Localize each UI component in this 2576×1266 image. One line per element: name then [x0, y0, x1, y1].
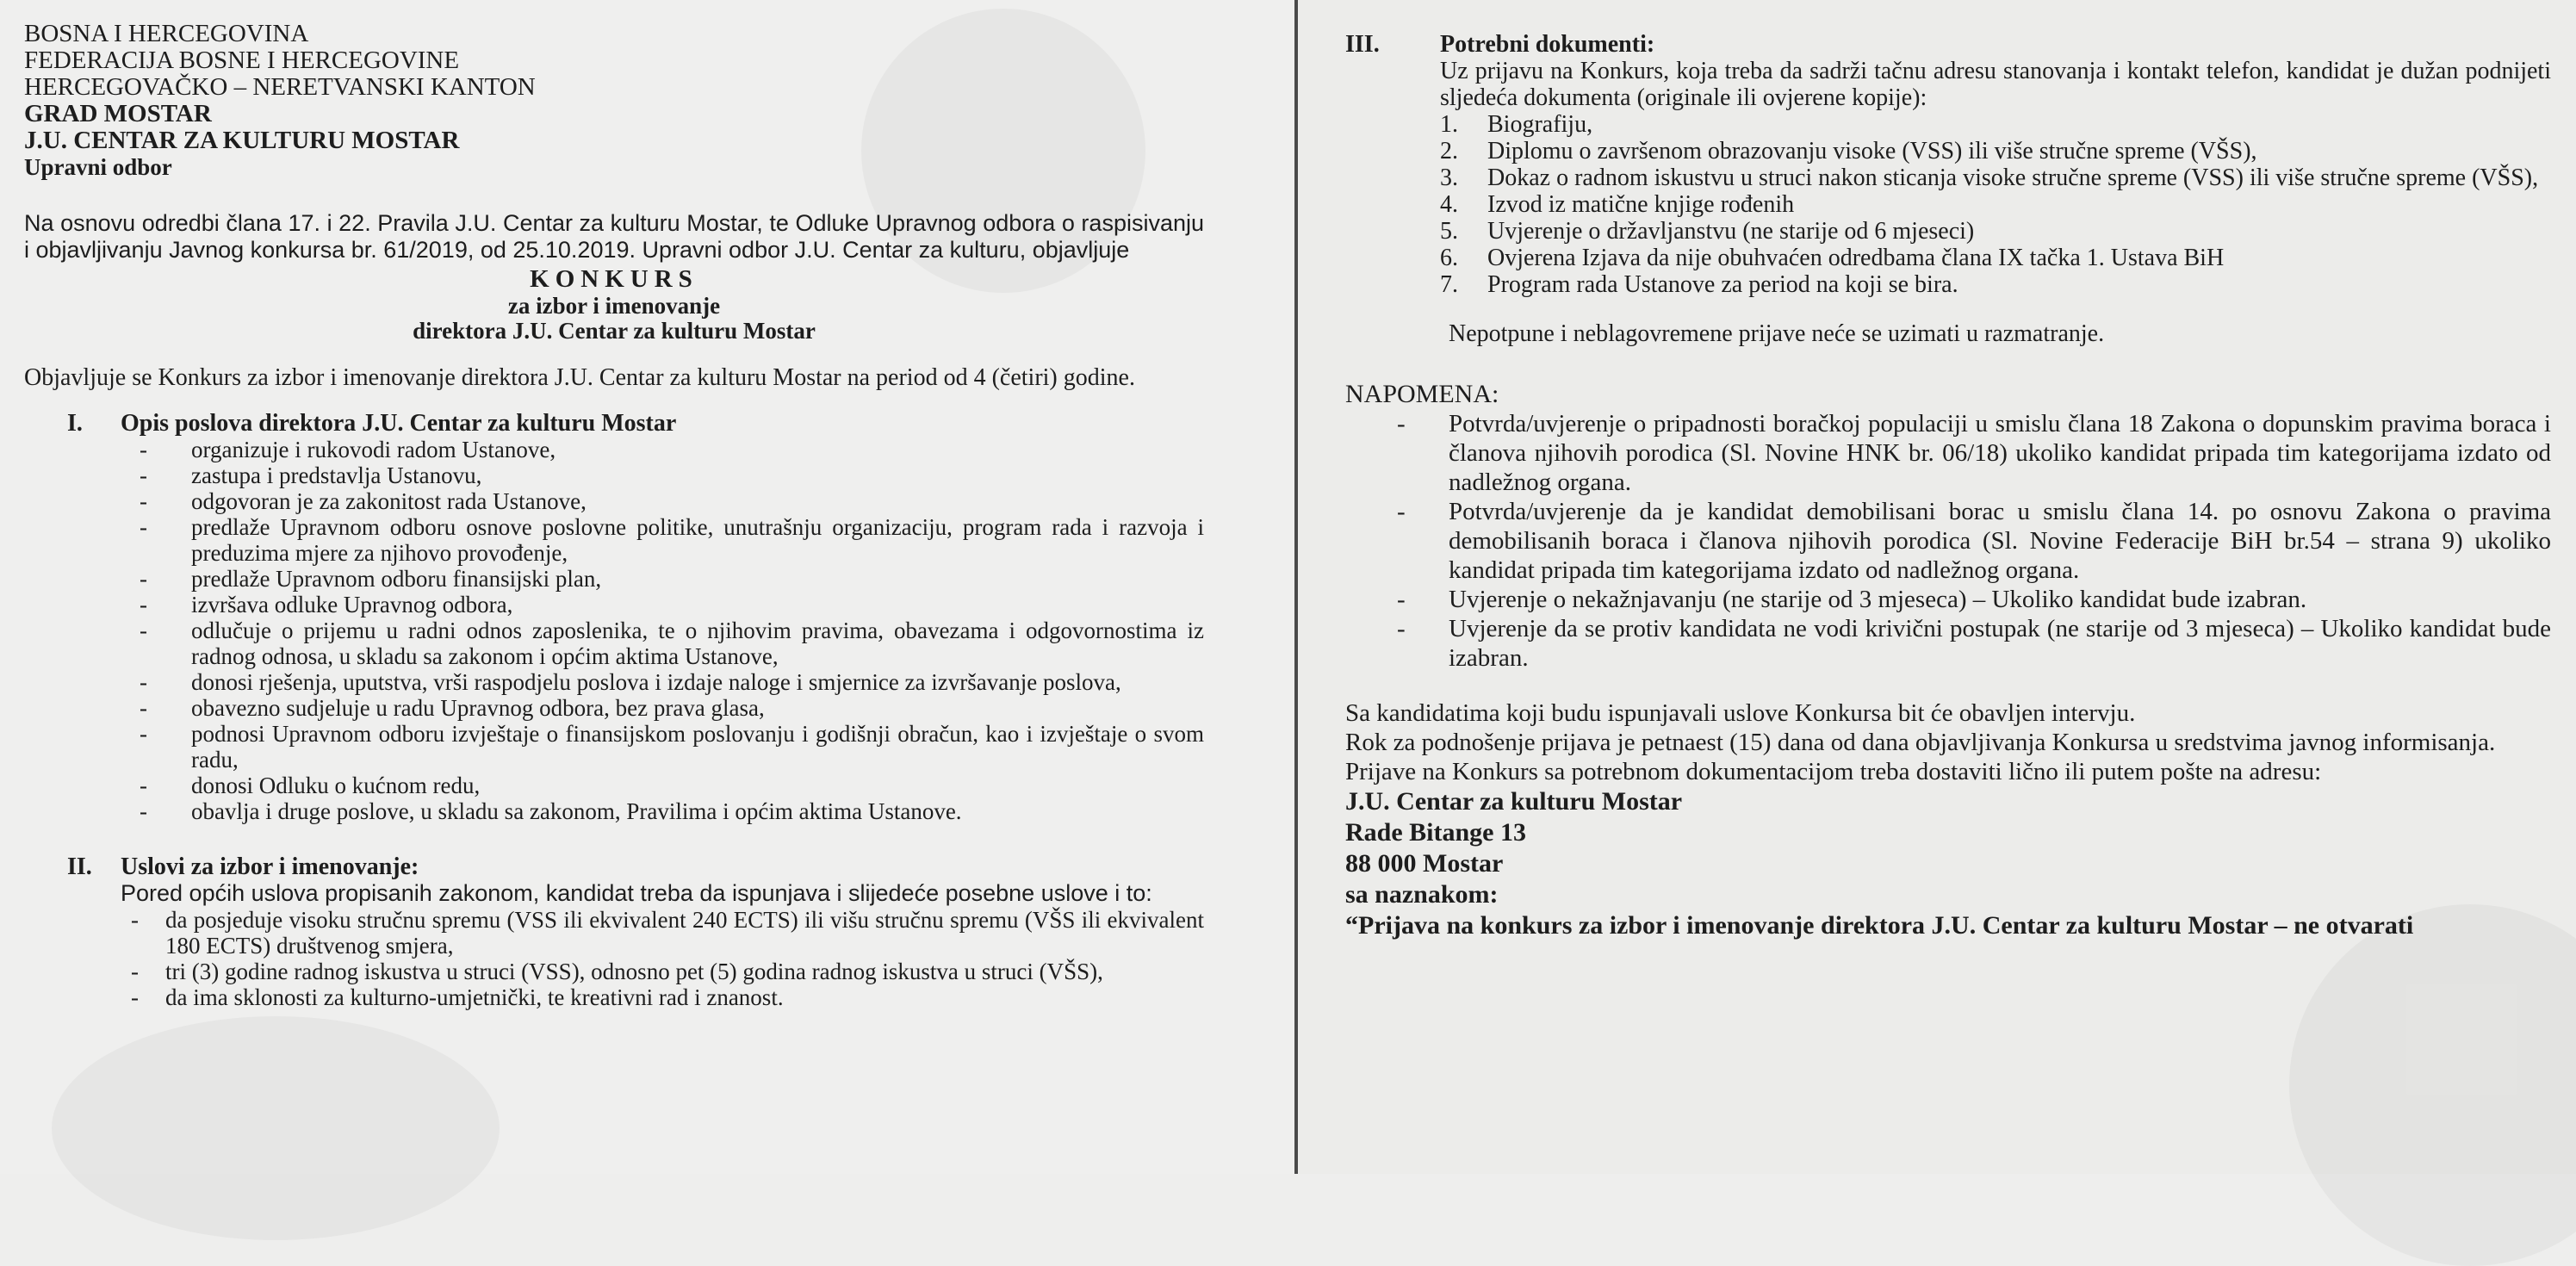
section-numeral: I.: [67, 410, 83, 437]
address-city: 88 000 Mostar: [1345, 849, 1504, 878]
conditions-list: [121, 907, 1204, 1010]
note-heading: NAPOMENA:: [1345, 380, 1499, 408]
list-item-number: 2.: [1440, 138, 1458, 164]
list-item: - Potvrda/uvjerenje da je kandidat demobilisani borac u smislu člana 14. po osnovu Zakona o pravima demobilisanih boraca i članova njihovih porodica (Sl. Novine Federacije BiH br.54 – strana 9) ukoliko kandidat pripada tim kategorijama izdato od nadležnog organa.: [1345, 497, 2551, 585]
list-item: - organizuje i rukovodi radom Ustanove,: [121, 437, 1204, 462]
closing-deadline: Rok za podnošenje prijava je petnaest (15) dana od dana objavljivanja Konkursa u sredstvima javnog informisanja.: [1345, 729, 2496, 756]
list-item-text: Ovjerena Izjava da nije obuhvaćen odredbama člana IX tačka 1. Ustava BiH: [1487, 245, 2225, 271]
letterhead-federation: FEDERACIJA BOSNE I HERCEGOVINE: [24, 47, 460, 74]
list-item: - odlučuje o prijemu u radni odnos zaposlenika, te o njihovim pravima, obavezama i odgovornostima iz radnog odnosa, u skladu sa zakonom i općim aktima Ustanove,: [121, 617, 1204, 669]
section-title: Uslovi za izbor i imenovanje:: [121, 853, 419, 880]
list-item: - donosi rješenja, uputstva, vrši raspodjelu poslova i izdaje naloge i smjernice za izvršavanje poslova,: [121, 669, 1204, 695]
list-item: [1440, 245, 2551, 271]
closing-interview: Sa kandidatima koji budu ispunjavali uslove Konkursa bit će obavljen intervju.: [1345, 699, 2136, 727]
section-numeral: II.: [67, 853, 92, 880]
announcement-paragraph: Objavljuje se Konkurs za izbor i imenovanje direktora J.U. Centar za kulturu Mostar na period od 4 (četiri) godine.: [24, 364, 1135, 391]
list-item: - da posjeduje visoku stručnu spremu (VSS ili ekvivalent 240 ECTS) ili višu stručnu spremu (VŠS ili ekvivalent 180 ECTS) društvenog smjera,: [121, 907, 1204, 959]
list-item-number: 7.: [1440, 271, 1458, 298]
address-institution: J.U. Centar za kulturu Mostar: [1345, 787, 1683, 816]
list-item-number: 3.: [1440, 164, 1458, 191]
right-page: [1299, 0, 2576, 1174]
section-title: Potrebni dokumenti:: [1440, 31, 1655, 58]
documents-list: [1440, 111, 2551, 298]
list-item: [1440, 218, 2551, 245]
list-item: - podnosi Upravnom odboru izvještaje o finansijskom poslovanju i godišnji obračun, kao i izvještaje o svom radu,: [121, 721, 1204, 773]
left-page: [0, 0, 1296, 1174]
list-item-text: Dokaz o radnom iskustvu u struci nakon sticanja visoke stručne spreme (VSS) ili više stručne spreme (VŠS),: [1487, 164, 2539, 191]
list-item: - tri (3) godine radnog iskustva u struci (VSS), odnosno pet (5) godina radnog iskustva u struci (VŠS),: [121, 959, 1204, 984]
address-marking-text: “Prijava na konkurs za izbor i imenovanje direktora J.U. Centar za kulturu Mostar – ne otvarati: [1345, 911, 2414, 940]
letterhead-city: GRAD MOSTAR: [24, 100, 212, 127]
notice-title-block: [24, 265, 1204, 344]
list-item: - da ima sklonosti za kulturno-umjetnički, te kreativni rad i znanost.: [121, 984, 1204, 1010]
watermark-shape: [52, 1016, 500, 1240]
address-marking-label: sa naznakom:: [1345, 880, 1499, 909]
section-duties: [24, 410, 1204, 824]
list-item: [1440, 191, 2551, 218]
list-item: - Potvrda/uvjerenje o pripadnosti boračkoj populaciji u smislu člana 18 Zakona o dopunskim pravima boraca i članova njihovih porodica (Sl. Novine HNK br. 06/18) ukoliko kandidat pripada tim kategorijama izdato od nadležnog organa.: [1345, 409, 2551, 497]
list-item: - odgovoran je za zakonitost rada Ustanove,: [121, 488, 1204, 514]
list-item: - donosi Odluku o kućnom redu,: [121, 773, 1204, 798]
section-title: Opis poslova direktora J.U. Centar za kulturu Mostar: [121, 410, 677, 437]
notice-subtitle-2: direktora J.U. Centar za kulturu Mostar: [413, 318, 816, 344]
list-item-text: Izvod iz matične knjige rođenih: [1487, 191, 1795, 218]
list-item: - zastupa i predstavlja Ustanovu,: [121, 462, 1204, 488]
notice-subtitle-1: za izbor i imenovanje: [507, 293, 721, 319]
list-item-text: Uvjerenje o državljanstvu (ne starije od 6 mjeseci): [1487, 218, 1975, 245]
notes-list: [1345, 409, 2551, 673]
list-item: - izvršava odluke Upravnog odbora,: [121, 592, 1204, 617]
section-numeral: III.: [1345, 31, 1380, 58]
list-item: [1440, 111, 2551, 138]
incomplete-warning: Nepotpune i neblagovremene prijave neće se uzimati u razmatranje.: [1449, 320, 2105, 347]
page-gutter: [1294, 0, 1298, 1174]
closing-block: [1345, 698, 2551, 941]
list-item: [1440, 138, 2551, 164]
list-item-text: Program rada Ustanove za period na koji se bira.: [1487, 271, 1958, 298]
list-item: - predlaže Upravnom odboru osnove poslovne politike, unutrašnju organizaciju, program rada i razvoja i preduzima mjere za njihovo provođenje,: [121, 514, 1204, 566]
list-item: - Uvjerenje da se protiv kandidata ne vodi krivični postupak (ne starije od 3 mjeseca) – Ukoliko kandidat bude izabran.: [1345, 614, 2551, 673]
left-column: [24, 21, 1204, 1010]
list-item-number: 4.: [1440, 191, 1458, 218]
right-column: [1345, 31, 2551, 941]
section-intro: Pored općih uslova propisanih zakonom, kandidat treba da ispunjava i slijedeće posebne uslove i to:: [121, 880, 1152, 906]
list-item-text: Biografiju,: [1487, 111, 1593, 138]
letterhead-institution: J.U. CENTAR ZA KULTURU MOSTAR: [24, 127, 460, 154]
list-item-text: Diplomu o završenom obrazovanju visoke (VSS) ili više stručne spreme (VŠS),: [1487, 138, 2257, 164]
address-street: Rade Bitange 13: [1345, 818, 1526, 847]
letterhead-canton: HERCEGOVAČKO – NERETVANSKI KANTON: [24, 73, 536, 101]
section-conditions: [24, 853, 1204, 1010]
duties-list: [121, 437, 1204, 824]
list-item: - Uvjerenje o nekažnjavanju (ne starije od 3 mjeseca) – Ukoliko kandidat bude izabran.: [1345, 585, 2551, 614]
list-item: - predlaže Upravnom odboru finansijski plan,: [121, 566, 1204, 592]
list-item-number: 5.: [1440, 218, 1458, 245]
list-item: [1440, 271, 2551, 298]
letterhead: [24, 21, 1204, 181]
list-item-number: 1.: [1440, 111, 1458, 138]
watermark-shape: [2289, 904, 2576, 1266]
notice-title: KONKURS: [530, 265, 698, 293]
list-item-number: 6.: [1440, 245, 1458, 271]
letterhead-board: Upravni odbor: [24, 154, 172, 180]
closing-submission: Prijave na Konkurs sa potrebnom dokumentacijom treba dostaviti lično ili putem pošte na adresu:: [1345, 758, 2322, 785]
list-item: - obavlja i druge poslove, u skladu sa zakonom, Pravilima i općim aktima Ustanove.: [121, 798, 1204, 824]
list-item: [1440, 164, 2551, 191]
section-documents: [1345, 31, 2551, 298]
letterhead-country: BOSNA I HERCEGOVINA: [24, 20, 309, 47]
section-intro: Uz prijavu na Konkurs, koja treba da sadrži tačnu adresu stanovanja i kontakt telefon, kandidat je dužan podnijeti sljedeća dokumenta (originale ili ovjerene kopije):: [1440, 58, 2551, 111]
list-item: - obavezno sudjeluje u radu Upravnog odbora, bez prava glasa,: [121, 695, 1204, 721]
intro-paragraph: Na osnovu odredbi člana 17. i 22. Pravila J.U. Centar za kulturu Mostar, te Odluke Upravnog odbora o raspisivanju i objavljivanju Javnog konkursa br. 61/2019, od 25.10.2019. Upravni odbor J.U. Centar za kulturu, objavljuje: [24, 210, 1204, 263]
